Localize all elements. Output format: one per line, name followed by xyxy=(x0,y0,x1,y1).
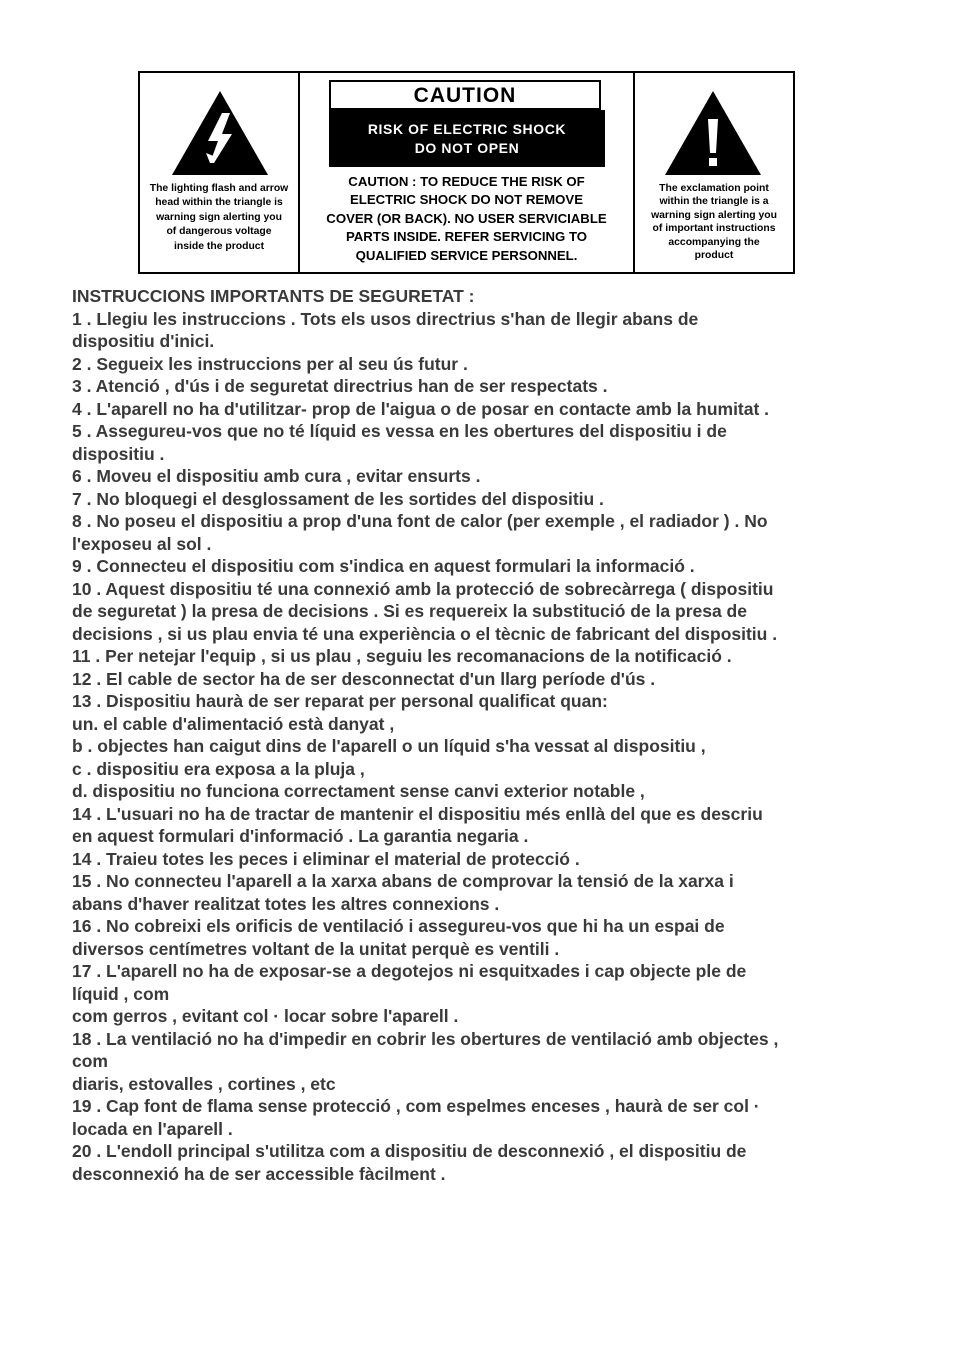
caption-line: product xyxy=(694,250,734,262)
instruction-line: diversos centímetres voltant de la unitat perquè es ventili . xyxy=(72,938,560,959)
instruction-line: 6 . Moveu el dispositiu amb cura , evitar ensurts . xyxy=(72,466,481,486)
banner-line: DO NOT OPEN xyxy=(414,140,520,156)
instruction-line: b . objectes han caigut dins de l'aparell o un líquid s'ha vessat al dispositiu , xyxy=(72,736,706,756)
instruction-line: dispositiu d'inici. xyxy=(72,331,215,351)
banner-line: RISK OF ELECTRIC SHOCK xyxy=(367,121,567,137)
instruction-line: 7 . No bloquegi el desglossament de les sortides del dispositiu . xyxy=(72,488,604,509)
caution-text xyxy=(302,173,631,265)
caption-line: The exclamation point xyxy=(659,183,769,194)
caption-line: The lighting flash and arrow xyxy=(149,183,289,194)
caution-title: CAUTION xyxy=(329,80,601,110)
instruction-line: 2 . Segueix les instruccions per al seu ús futur . xyxy=(72,353,468,374)
electric-shock-banner xyxy=(329,110,605,167)
caution-text-line: CAUTION : TO REDUCE THE RISK OF xyxy=(348,174,585,189)
instructions-warning-caption xyxy=(637,182,791,262)
instruction-line: 13 . Dispositiu haurà de ser reparat per personal qualificat quan: xyxy=(72,691,608,711)
instruction-line: 14 . Traieu totes les peces i eliminar el material de protecció . xyxy=(72,848,580,869)
instruction-line: com xyxy=(72,1051,108,1071)
instruction-line: 16 . No cobreixi els orificis de ventilació i assegureu-vos que hi ha un espai de xyxy=(72,916,725,936)
caption-line: accompanying the xyxy=(668,236,760,248)
caution-text-line: QUALIFIED SERVICE PERSONNEL. xyxy=(355,247,578,263)
caption-line: within the triangle is a xyxy=(659,196,769,208)
instruction-line: d. dispositiu no funciona correctament sense canvi exterior notable , xyxy=(72,781,645,801)
instruction-line: dispositiu . xyxy=(72,443,165,464)
instruction-line: en aquest formulari d'informació . La garantia negaria . xyxy=(72,826,529,846)
instruction-line: 19 . Cap font de flama sense protecció , com espelmes enceses , haurà de ser col · xyxy=(72,1096,760,1116)
voltage-warning-caption xyxy=(142,182,296,254)
instruction-line: 17 . L'aparell no ha de exposar-se a degotejos ni esquitxades i cap objecte ple de xyxy=(72,961,747,981)
instruction-line: desconnexió ha de ser accessible fàcilment . xyxy=(72,1163,446,1184)
instructions-warning-panel xyxy=(635,73,793,272)
voltage-warning-panel xyxy=(140,73,300,272)
instructions-heading: INSTRUCCIONS IMPORTANTS DE SEGURETAT : xyxy=(72,286,475,306)
instruction-line: locada en l'aparell . xyxy=(72,1118,233,1139)
instruction-line: 10 . Aquest dispositiu té una connexió amb la protecció de sobrecàrrega ( dispositiu xyxy=(72,578,774,599)
lightning-triangle-icon xyxy=(170,89,270,177)
caption-line: warning sign alerting you xyxy=(156,211,282,223)
instruction-line: 15 . No connecteu l'aparell a la xarxa abans de comprovar la tensió de la xarxa i xyxy=(72,871,734,891)
instruction-line: diaris, estovalles , cortines , etc xyxy=(72,1073,336,1094)
instruction-line: de seguretat ) la presa de decisions . Si es requereix la substitució de la presa de xyxy=(72,601,747,621)
caption-line: inside the product xyxy=(173,240,265,252)
caution-text-line: COVER (OR BACK). NO USER SERVICIABLE xyxy=(326,210,607,226)
exclamation-triangle-icon xyxy=(663,89,763,177)
caution-text-line: PARTS INSIDE. REFER SERVICING TO xyxy=(345,229,588,245)
caption-line: of important instructions xyxy=(652,223,776,235)
instruction-line: l'exposeu al sol . xyxy=(72,533,212,554)
instruction-line: 20 . L'endoll principal s'utilitza com a dispositiu de desconnexió , el dispositiu de xyxy=(72,1141,747,1161)
instruction-line: 5 . Assegureu-vos que no té líquid es vessa en les obertures del dispositiu i de xyxy=(72,421,727,441)
caution-label xyxy=(138,71,795,274)
safety-instructions xyxy=(72,285,872,1185)
instruction-line: 9 . Connecteu el dispositiu com s'indica en aquest formulari la informació . xyxy=(72,556,695,576)
instruction-line: líquid , com xyxy=(72,983,170,1004)
instruction-line: 14 . L'usuari no ha de tractar de mantenir el dispositiu més enllà del que es descriu xyxy=(72,803,763,824)
instruction-line: c . dispositiu era exposa a la pluja , xyxy=(72,758,365,779)
instruction-line: 11 . Per netejar l'equip , si us plau , seguiu les recomanacions de la notificació . xyxy=(72,646,732,666)
instruction-line: 8 . No poseu el dispositiu a prop d'una font de calor (per exemple , el radiador ) . No xyxy=(72,511,768,531)
instruction-line: 4 . L'aparell no ha d'utilitzar- prop de l'aigua o de posar en contacte amb la humitat . xyxy=(72,398,770,419)
caution-center-panel xyxy=(300,73,635,272)
instruction-line: abans d'haver realitzat totes les altres connexions . xyxy=(72,893,500,914)
caption-line: warning sign alerting you xyxy=(651,209,777,221)
instruction-line: un. el cable d'alimentació està danyat , xyxy=(72,713,395,734)
instruction-line: 1 . Llegiu les instruccions . Tots els usos directrius s'han de llegir abans de xyxy=(72,308,699,329)
caption-line: of dangerous voltage xyxy=(166,226,272,238)
instruction-line: 3 . Atenció , d'ús i de seguretat directrius han de ser respectats . xyxy=(72,376,608,396)
instruction-line: decisions , si us plau envia té una experiència o el tècnic de fabricant del dispositiu . xyxy=(72,623,778,644)
instruction-line: com gerros , evitant col · locar sobre l'aparell . xyxy=(72,1006,459,1026)
caution-text-line: ELECTRIC SHOCK DO NOT REMOVE xyxy=(350,192,583,208)
instruction-line: 18 . La ventilació no ha d'impedir en cobrir les obertures de ventilació amb objectes , xyxy=(72,1028,779,1049)
instruction-line: 12 . El cable de sector ha de ser desconnectat d'un llarg període d'ús . xyxy=(72,668,656,689)
caption-line: head within the triangle is xyxy=(155,197,283,209)
